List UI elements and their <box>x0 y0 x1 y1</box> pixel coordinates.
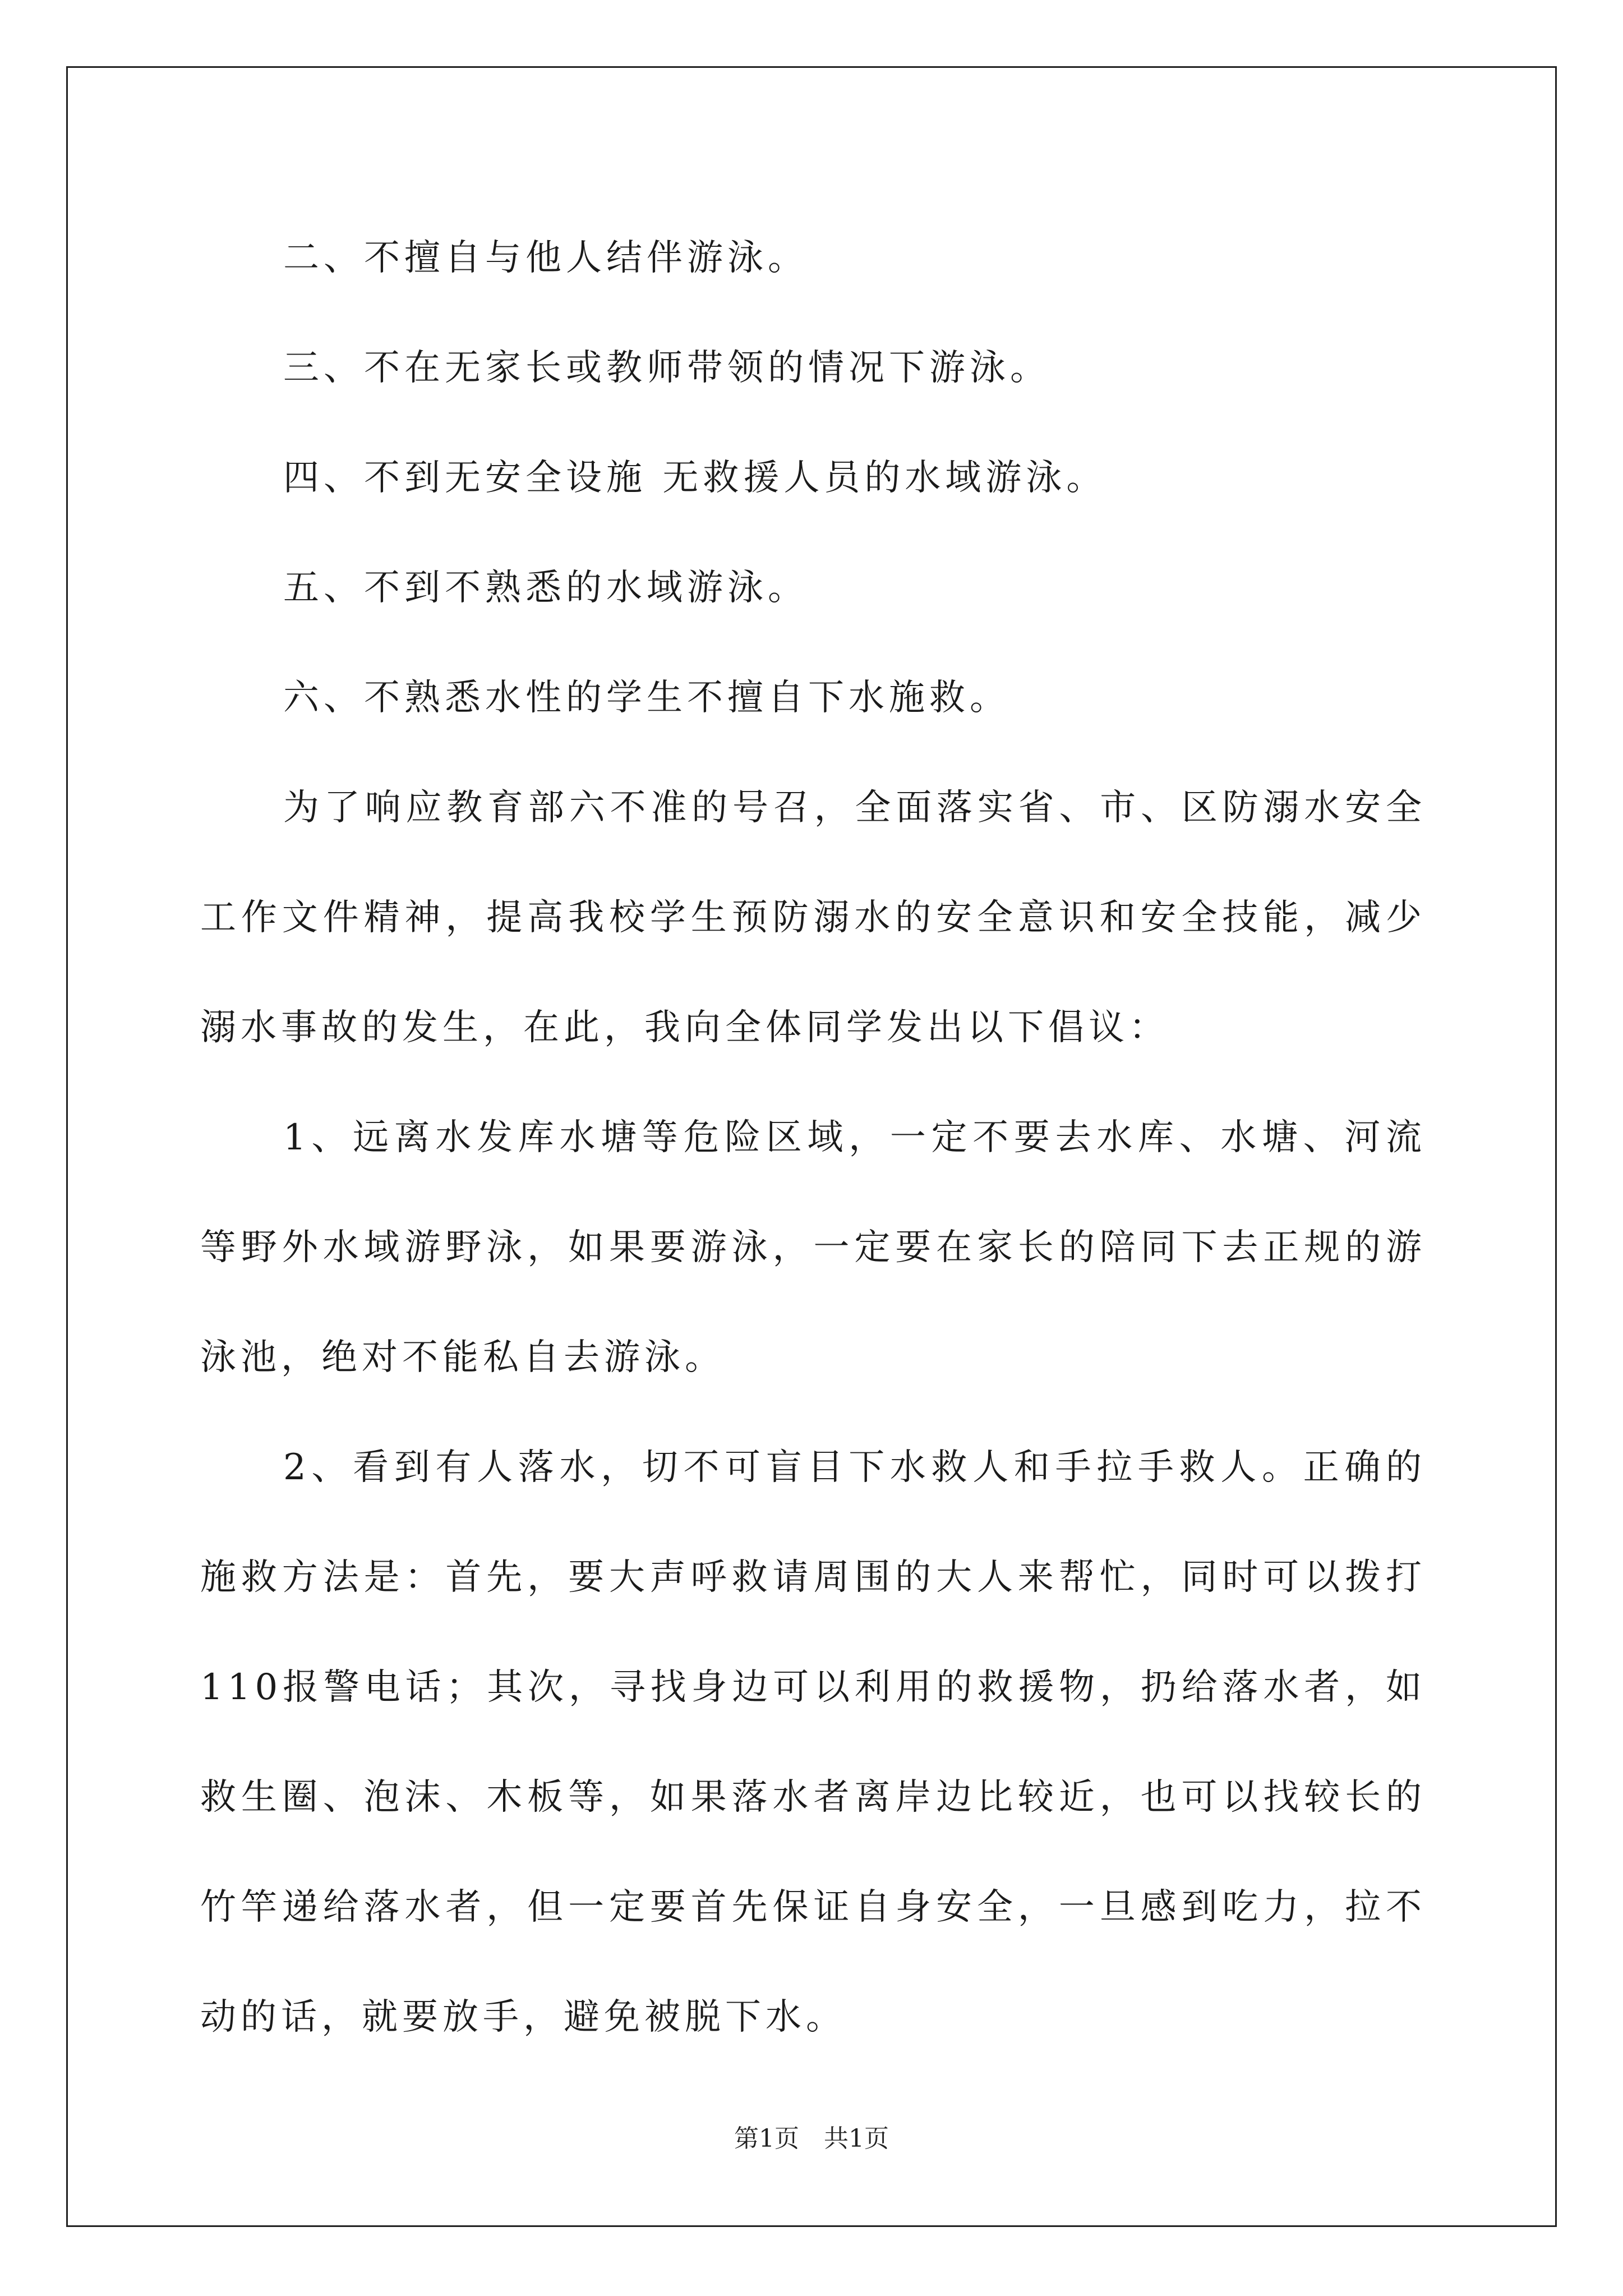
page-number-footer: 第1页 共1页 <box>734 2124 889 2153</box>
document-body <box>200 203 1426 2072</box>
paragraph-rule-6: 六、不熟悉水性的学生不擅自下水施救。 <box>283 677 1010 719</box>
paragraph-rule-4: 四、不到无安全设施 无救援人员的水域游泳。 <box>283 457 1107 499</box>
paragraph-item-2: 2、看到有人落水，切不可盲目下水救人和手拉手救人。正确的施救方法是：首先，要大声呼救请周围的大人来帮忙，同时可以拨打110报警电话；其次，寻找身边可以利用的救援物，扔给落水者，如救生圈、泡沫、木板等，如果落水者离岸边比较近，也可以找较长的竹竿递给落水者，但一定要首先保证自身安全，一旦感到吃力，拉不动的话，就要放手，避免被脱下水。 <box>200 1447 1426 2038</box>
paragraph-rule-2: 二、不擅自与他人结伴游泳。 <box>283 237 808 279</box>
paragraph-intro: 为了响应教育部六不准的号召，全面落实省、市、区防溺水安全工作文件精神，提高我校学生预防溺水的安全意识和安全技能，减少溺水事故的发生，在此，我向全体同学发出以下倡议： <box>200 787 1426 1048</box>
paragraph-item-1: 1、远离水发库水塘等危险区域，一定不要去水库、水塘、河流等野外水域游野泳，如果要游泳，一定要在家长的陪同下去正规的游泳池，绝对不能私自去游泳。 <box>200 1117 1426 1378</box>
paragraph-rule-5: 五、不到不熟悉的水域游泳。 <box>283 567 808 609</box>
paragraph-rule-3: 三、不在无家长或教师带领的情况下游泳。 <box>283 347 1050 389</box>
